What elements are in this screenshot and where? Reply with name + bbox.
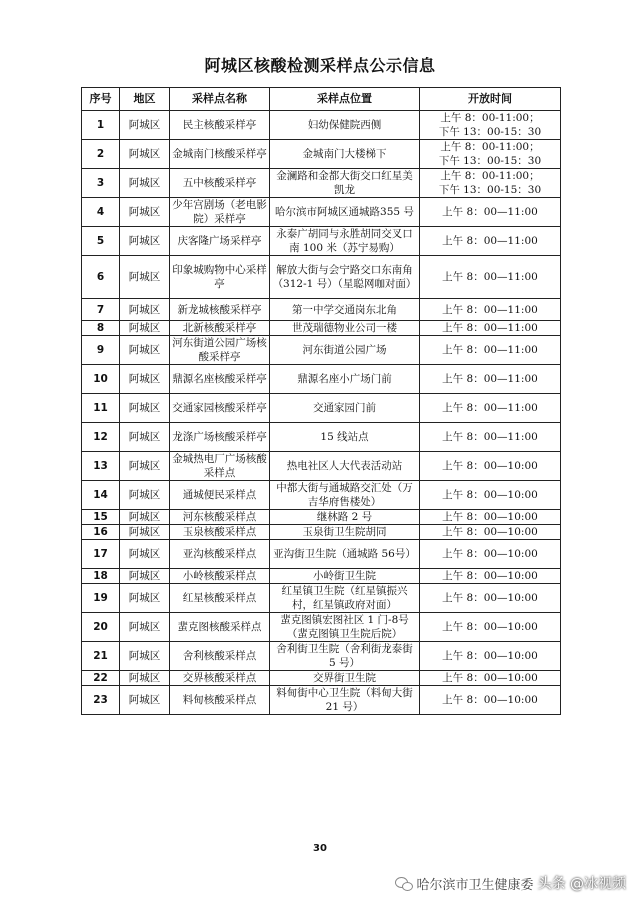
cell-area: 阿城区	[120, 169, 170, 198]
table-row	[82, 510, 561, 525]
watermark-platform: 头条 @冰视频	[537, 876, 626, 892]
cell-name: 交界核酸采样点	[170, 671, 270, 686]
cell-name: 印象城购物中心采样亭	[170, 256, 270, 299]
cell-no: 4	[82, 198, 120, 227]
cell-area: 阿城区	[120, 569, 170, 584]
cell-no: 6	[82, 256, 120, 299]
table-row	[82, 198, 561, 227]
cell-hours: 上午 8：00—11:00	[420, 299, 561, 321]
cell-area: 阿城区	[120, 642, 170, 671]
cell-no: 14	[82, 481, 120, 510]
cell-hours: 上午 8：00—10:00	[420, 584, 561, 613]
table-row	[82, 321, 561, 336]
cell-no: 10	[82, 365, 120, 394]
sampling-sites-table	[81, 87, 561, 715]
cell-area: 阿城区	[120, 256, 170, 299]
cell-name: 鼎源名座核酸采样亭	[170, 365, 270, 394]
table-row	[82, 481, 561, 510]
cell-hours: 上午 8：00—11:00	[420, 198, 561, 227]
cell-location: 金城南门大楼梯下	[270, 140, 420, 169]
cell-name: 金城南门核酸采样亭	[170, 140, 270, 169]
table-row	[82, 671, 561, 686]
cell-hours: 上午 8：00—11:00	[420, 336, 561, 365]
cell-no: 8	[82, 321, 120, 336]
header-hours: 开放时间	[420, 88, 561, 111]
cell-area: 阿城区	[120, 686, 170, 715]
table-row	[82, 169, 561, 198]
cell-hours: 上午 8：00—11:00	[420, 423, 561, 452]
cell-no: 11	[82, 394, 120, 423]
cell-no: 9	[82, 336, 120, 365]
cell-no: 1	[82, 111, 120, 140]
cell-area: 阿城区	[120, 540, 170, 569]
cell-hours: 上午 8：00—10:00	[420, 613, 561, 642]
cell-no: 18	[82, 569, 120, 584]
cell-hours: 上午 8：00—10:00	[420, 540, 561, 569]
cell-area: 阿城区	[120, 299, 170, 321]
table-row	[82, 394, 561, 423]
cell-no: 23	[82, 686, 120, 715]
cell-location: 第一中学交通岗东北角	[270, 299, 420, 321]
cell-no: 22	[82, 671, 120, 686]
cell-area: 阿城区	[120, 198, 170, 227]
cell-name: 庆客隆广场采样亭	[170, 227, 270, 256]
cell-name: 红星核酸采样点	[170, 584, 270, 613]
cell-area: 阿城区	[120, 584, 170, 613]
cell-name: 龙涤广场核酸采样亭	[170, 423, 270, 452]
cell-hours: 上午 8：00—10:00	[420, 525, 561, 540]
cell-location: 交界街卫生院	[270, 671, 420, 686]
cell-hours: 上午 8：00—11:00	[420, 365, 561, 394]
cell-no: 19	[82, 584, 120, 613]
cell-name: 舍利核酸采样点	[170, 642, 270, 671]
cell-location: 继林路 2 号	[270, 510, 420, 525]
watermark-account: 哈尔滨市卫生健康委	[416, 877, 534, 893]
cell-no: 13	[82, 452, 120, 481]
cell-location: 红星镇卫生院（红星镇振兴村，红星镇政府对面）	[270, 584, 420, 613]
cell-name: 新龙城核酸采样亭	[170, 299, 270, 321]
header-name: 采样点名称	[170, 88, 270, 111]
cell-hours: 上午 8：00—11:00	[420, 227, 561, 256]
cell-hours: 上午 8：00—11:00	[420, 256, 561, 299]
table-row	[82, 569, 561, 584]
cell-area: 阿城区	[120, 140, 170, 169]
cell-name: 亚沟核酸采样点	[170, 540, 270, 569]
page-number: 30	[313, 843, 327, 854]
cell-no: 15	[82, 510, 120, 525]
cell-area: 阿城区	[120, 423, 170, 452]
table-row	[82, 584, 561, 613]
table-row	[82, 299, 561, 321]
cell-name: 玉泉核酸采样点	[170, 525, 270, 540]
cell-hours: 上午 8：00—10:00	[420, 642, 561, 671]
cell-hours: 上午 8：00—10:00	[420, 452, 561, 481]
cell-location: 热电社区人大代表活动站	[270, 452, 420, 481]
table-header-row	[82, 88, 561, 111]
page-title: 阿城区核酸检测采样点公示信息	[204, 56, 436, 75]
cell-location: 世茂瑞德物业公司一楼	[270, 321, 420, 336]
cell-name: 交通家园核酸采样亭	[170, 394, 270, 423]
table-row	[82, 227, 561, 256]
cell-location: 金澜路和金都大街交口红星美凯龙	[270, 169, 420, 198]
cell-area: 阿城区	[120, 394, 170, 423]
cell-area: 阿城区	[120, 525, 170, 540]
table-row	[82, 111, 561, 140]
cell-name: 河东核酸采样点	[170, 510, 270, 525]
wechat-icon	[395, 876, 413, 890]
cell-area: 阿城区	[120, 452, 170, 481]
table-row	[82, 452, 561, 481]
cell-location: 河东街道公园广场	[270, 336, 420, 365]
cell-location: 15 线站点	[270, 423, 420, 452]
cell-area: 阿城区	[120, 365, 170, 394]
cell-no: 7	[82, 299, 120, 321]
cell-area: 阿城区	[120, 336, 170, 365]
cell-area: 阿城区	[120, 111, 170, 140]
cell-hours: 上午 8：00—10:00	[420, 510, 561, 525]
cell-hours: 上午 8：00—10:00	[420, 671, 561, 686]
cell-area: 阿城区	[120, 613, 170, 642]
cell-no: 17	[82, 540, 120, 569]
cell-location: 料甸街中心卫生院（料甸大街 21 号）	[270, 686, 420, 715]
cell-hours: 上午 8：00-11:00； 下午 13：00-15：30	[420, 140, 561, 169]
cell-name: 小岭核酸采样点	[170, 569, 270, 584]
cell-name: 少年宫剧场（老电影院）采样亭	[170, 198, 270, 227]
cell-location: 小岭街卫生院	[270, 569, 420, 584]
cell-name: 河东街道公园广场核酸采样亭	[170, 336, 270, 365]
cell-area: 阿城区	[120, 321, 170, 336]
cell-location: 中都大街与通城路交汇处（万吉华府售楼处）	[270, 481, 420, 510]
cell-location: 解放大街与会宁路交口东南角（312-1 号）（星聪网咖对面）	[270, 256, 420, 299]
cell-hours: 上午 8：00—11:00	[420, 321, 561, 336]
table-row	[82, 256, 561, 299]
cell-name: 料甸核酸采样点	[170, 686, 270, 715]
cell-no: 5	[82, 227, 120, 256]
cell-location: 哈尔滨市阿城区通城路355 号	[270, 198, 420, 227]
cell-location: 妇幼保健院西侧	[270, 111, 420, 140]
watermark	[395, 872, 626, 894]
cell-hours: 上午 8：00-11:00； 下午 13：00-15：30	[420, 169, 561, 198]
header-no: 序号	[82, 88, 120, 111]
cell-no: 3	[82, 169, 120, 198]
table-row	[82, 423, 561, 452]
table-row	[82, 642, 561, 671]
cell-location: 亚沟街卫生院（通城路 56号）	[270, 540, 420, 569]
table-row	[82, 336, 561, 365]
cell-area: 阿城区	[120, 481, 170, 510]
cell-area: 阿城区	[120, 510, 170, 525]
cell-no: 12	[82, 423, 120, 452]
cell-name: 北新核酸采样亭	[170, 321, 270, 336]
cell-no: 16	[82, 525, 120, 540]
cell-hours: 上午 8：00-11:00； 下午 13：00-15：30	[420, 111, 561, 140]
cell-location: 玉泉街卫生院胡同	[270, 525, 420, 540]
cell-name: 通城便民采样点	[170, 481, 270, 510]
cell-no: 20	[82, 613, 120, 642]
header-location: 采样点位置	[270, 88, 420, 111]
table-row	[82, 140, 561, 169]
table-row	[82, 365, 561, 394]
cell-area: 阿城区	[120, 227, 170, 256]
cell-location: 舍利街卫生院（舍利街龙泰街 5 号）	[270, 642, 420, 671]
cell-name: 民主核酸采样亭	[170, 111, 270, 140]
table-row	[82, 540, 561, 569]
cell-location: 永泰广胡同与永胜胡同交叉口南 100 米（苏宁易购）	[270, 227, 420, 256]
header-area: 地区	[120, 88, 170, 111]
table-row	[82, 525, 561, 540]
cell-name: 五中核酸采样亭	[170, 169, 270, 198]
cell-hours: 上午 8：00—10:00	[420, 481, 561, 510]
table-row	[82, 613, 561, 642]
cell-name: 蜚克图核酸采样点	[170, 613, 270, 642]
cell-name: 金城热电厂广场核酸采样点	[170, 452, 270, 481]
cell-no: 21	[82, 642, 120, 671]
cell-location: 交通家园门前	[270, 394, 420, 423]
cell-hours: 上午 8：00—10:00	[420, 686, 561, 715]
table-row	[82, 686, 561, 715]
cell-hours: 上午 8：00—10:00	[420, 569, 561, 584]
cell-area: 阿城区	[120, 671, 170, 686]
cell-no: 2	[82, 140, 120, 169]
cell-location: 蜚克图镇宏图社区 1 门-8号（蜚克图镇卫生院后院）	[270, 613, 420, 642]
cell-location: 鼎源名座小广场门前	[270, 365, 420, 394]
cell-hours: 上午 8：00—11:00	[420, 394, 561, 423]
